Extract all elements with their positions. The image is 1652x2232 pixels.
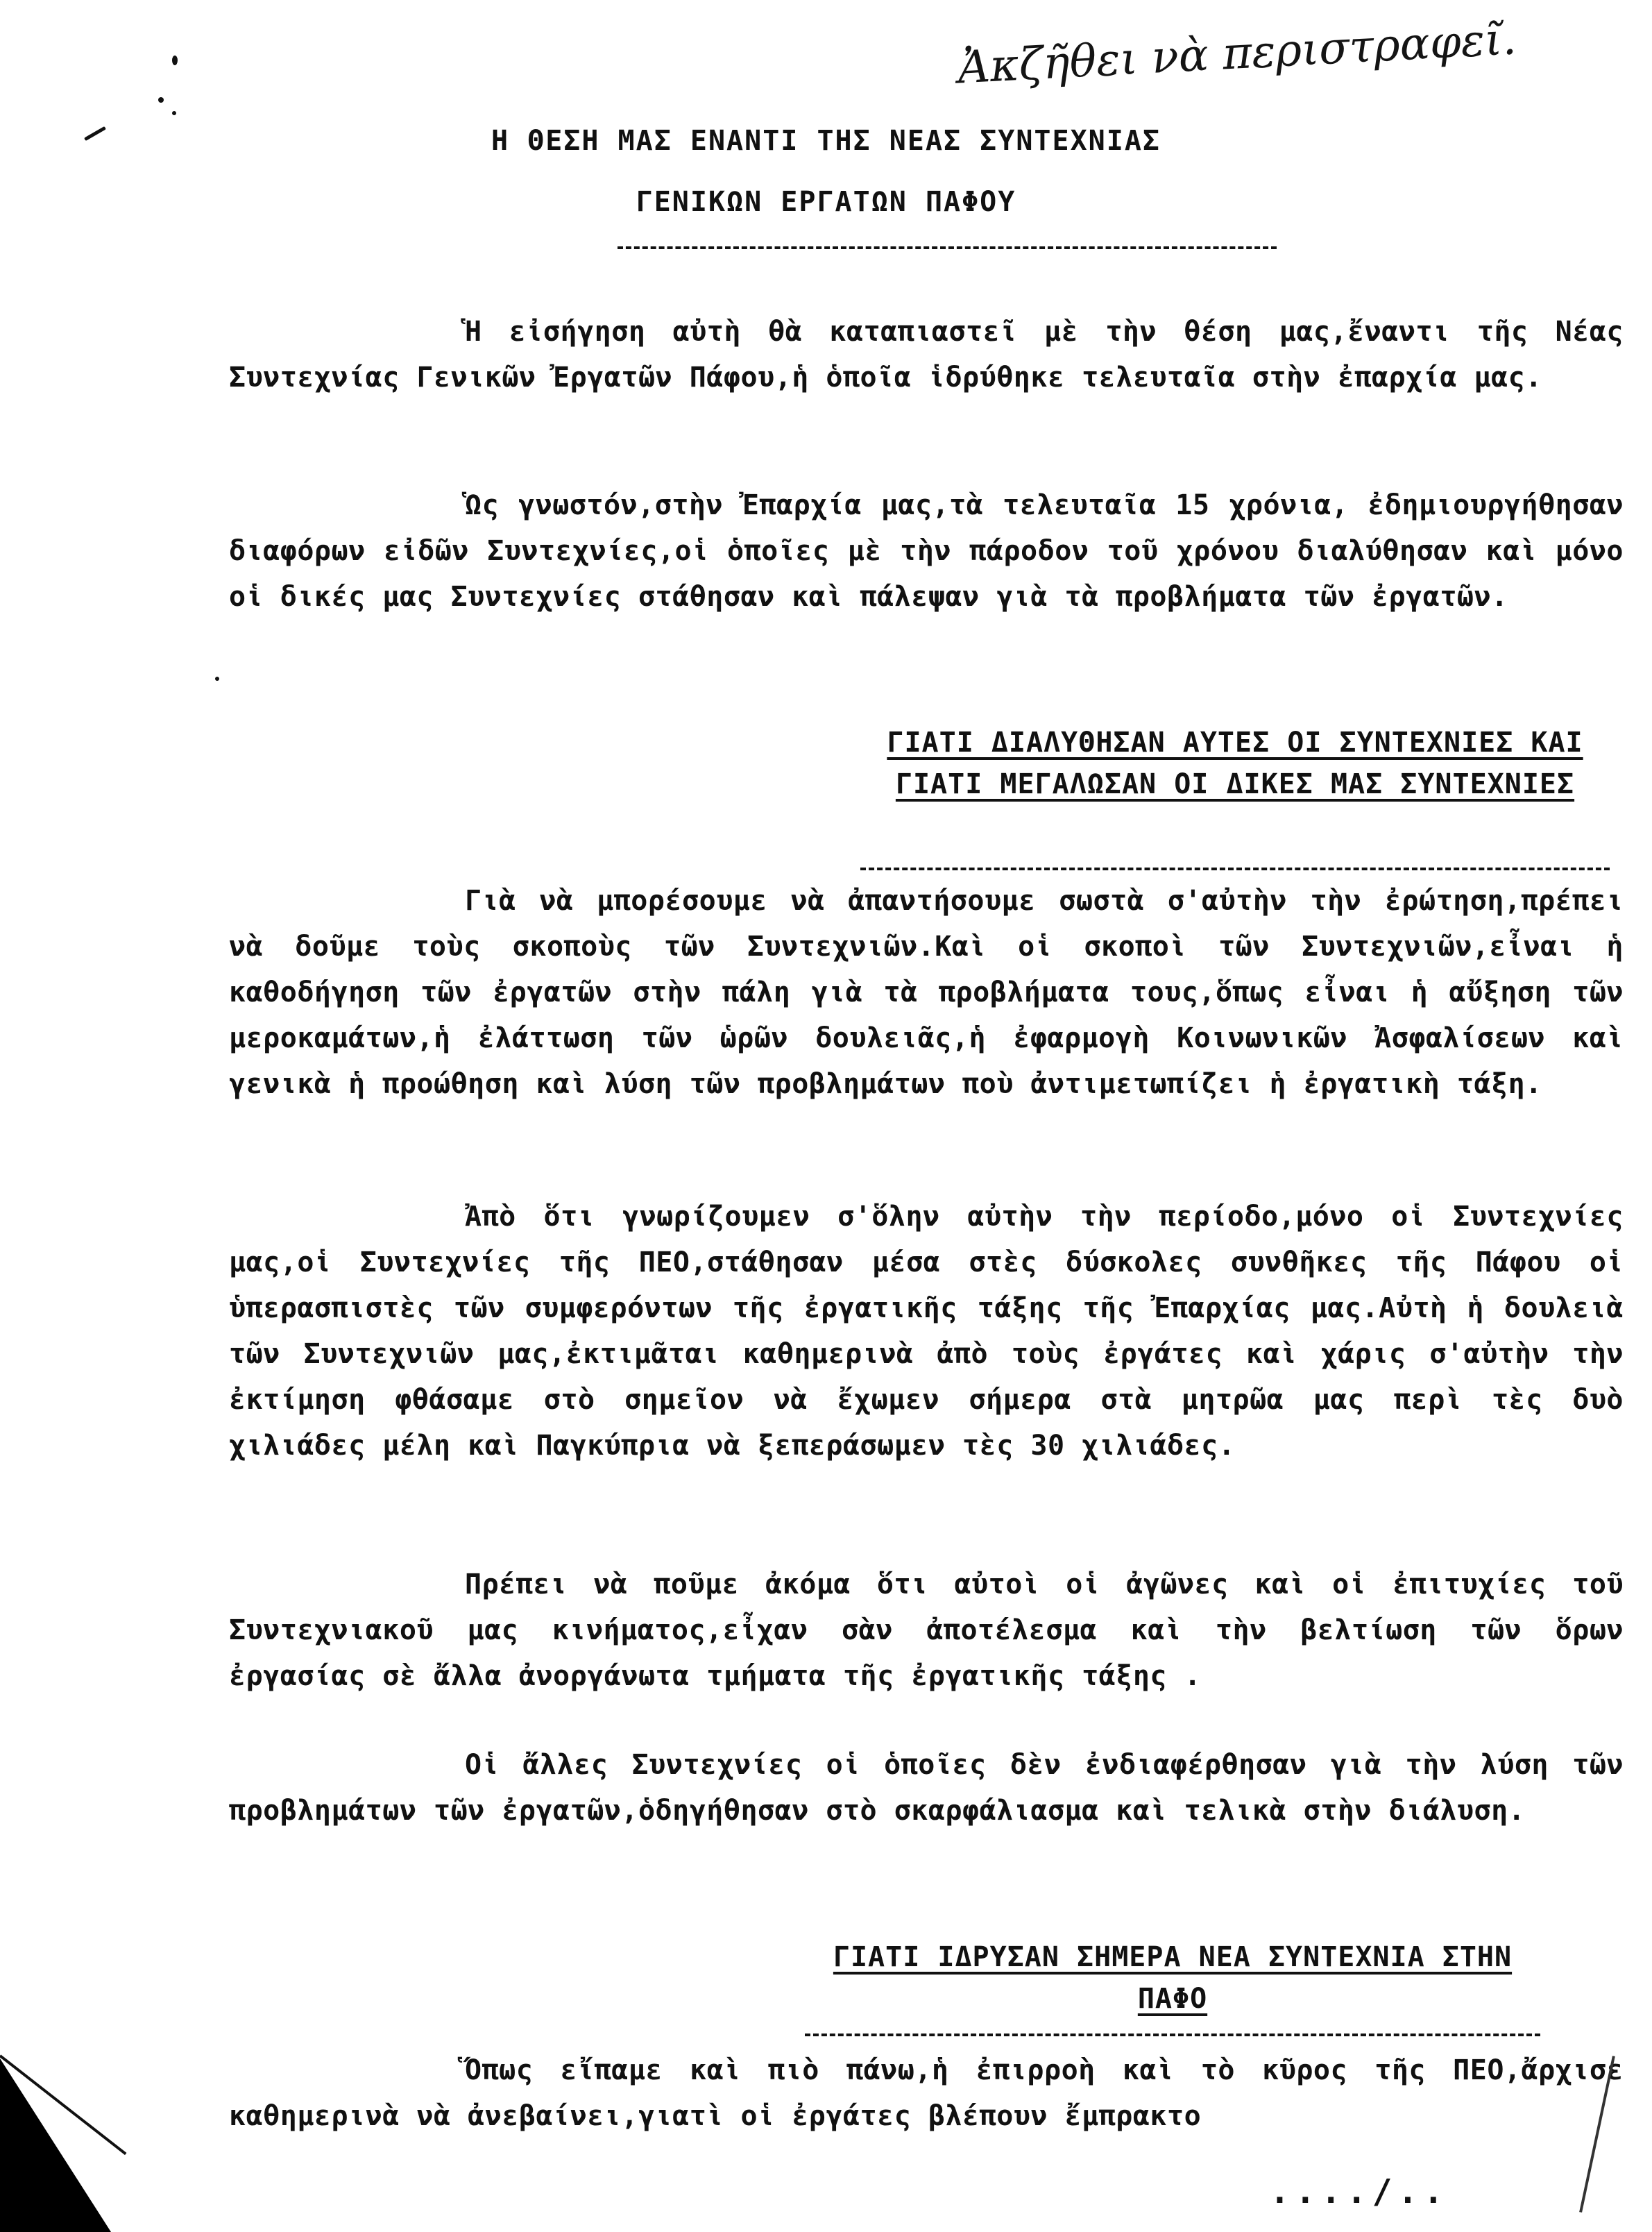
continuation-mark: ..../.. — [1270, 2172, 1449, 2211]
handwritten-note: Ἀκζῆθει νὰ περιστραφεῖ. — [956, 13, 1518, 94]
scan-speck — [158, 97, 164, 103]
title-divider — [618, 246, 1277, 249]
paragraph-union-aims: Γιὰ νὰ μπορέσουμε νὰ ἀπαντήσουμε σωστὰ σ'αὐτὴν τὴν ἐρώτηση,πρέπει νὰ δοῦμε τοὺς σκοποὺς τῶν Συντεχνιῶν.Καὶ οἱ σκοποὶ τῶν Συντεχνιῶν,εἶναι ἡ καθοδήγηση τῶν ἐργατῶν στὴν πάλη γιὰ τὰ προβλήματα τους,ὅπως εἶναι ἡ αὔξηση τῶν μεροκαμάτων,ἡ ἐλάττωση τῶν ὡρῶν δουλειᾶς,ἡ ἐφαρμογὴ Κοινωνικῶν Ἀσφαλίσεων καὶ γενικὰ ἡ προώθηση καὶ λύση τῶν προβλημάτων ποὺ ἀντιμετωπίζει ἡ ἐργατικὴ τάξη. — [229, 885, 1624, 1100]
document-title-line-2: ΓΕΝΙΚΩΝ ΕΡΓΑΤΩΝ ΠΑΦΟΥ — [636, 186, 1016, 218]
section-divider — [860, 868, 1610, 870]
paragraph-background: Ὡς γνωστόν,στὴν Ἐπαρχία μας,τὰ τελευταῖα 15 χρόνια, ἐδημιουργήθησαν διαφόρων εἰδῶν Συντεχνίες,οἱ ὁποῖες μὲ τὴν πάροδον τοῦ χρόνου διαλύθησαν καὶ μόνο οἱ δικές μας Συντεχνίες στάθησαν καὶ πάλεψαν γιὰ τὰ προβλήματα τῶν ἐργατῶν. — [229, 489, 1624, 613]
paragraph-other-unions: Οἱ ἄλλες Συντεχνίες οἱ ὁποῖες δὲν ἐνδιαφέρθησαν γιὰ τὴν λύση τῶν προβλημάτων τῶν ἐργατῶν,ὁδηγήθησαν στὸ σκαρφάλιασμα καὶ τελικὰ στὴν διάλυση. — [229, 1749, 1624, 1827]
paragraph-introduction: Ἡ εἰσήγηση αὐτὴ θὰ καταπιαστεῖ μὲ τὴν θέση μας,ἔναντι τῆς Νέας Συντεχνίας Γενικῶν Ἐργατῶν Πάφου,ἡ ὁποῖα ἱδρύθηκε τελευταῖα στὴν ἐπαρχία μας. — [229, 316, 1624, 394]
section-divider-2 — [805, 2034, 1540, 2036]
section-heading-new-union: ΓΙΑΤΙ ΙΔΡΥΣΑΝ ΣΗΜΕΡΑ ΝΕΑ ΣΥΝΤΕΧΝΙΑ ΣΤΗΝ ΠΑΦΟ — [833, 1941, 1513, 2015]
scan-speck — [172, 111, 176, 115]
section-heading-dissolution: ΓΙΑΤΙ ΔΙΑΛΥΘΗΣΑΝ ΑΥΤΕΣ ΟΙ ΣΥΝΤΕΧΝΙΕΣ ΚΑΙ ΓΙΑΤΙ ΜΕΓΑΛΩΣΑΝ ΟΙ ΔΙΚΕΣ ΜΑΣ ΣΥΝΤΕΧΝΙΕΣ — [887, 727, 1583, 800]
paragraph-struggle-results: Πρέπει νὰ ποῦμε ἀκόμα ὅτι αὐτοὶ οἱ ἀγῶνες καὶ οἱ ἐπιτυχίες τοῦ Συντεχνιακοῦ μας κινήματος,εἶχαν σὰν ἀποτέλεσμα καὶ τὴν βελτίωση τῶν ὅρων ἐργασίας σὲ ἄλλα ἀνοργάνωτα τμήματα τῆς ἐργατικῆς τάξης . — [229, 1569, 1624, 1692]
scan-speck — [215, 677, 219, 681]
scan-corner-shadow — [0, 2058, 111, 2232]
document-title-line-1: Η ΘΕΣΗ ΜΑΣ ΕΝΑΝΤΙ ΤΗΣ ΝΕΑΣ ΣΥΝΤΕΧΝΙΑΣ — [491, 125, 1161, 157]
paragraph-peo-record: Ἀπὸ ὅτι γνωρίζουμεν σ'ὅλην αὐτὴν τὴν περίοδο,μόνο οἱ Συντεχνίες μας,οἱ Συντεχνίες τῆς ΠΕΟ,στάθησαν μέσα στὲς δύσκολες συνθῆκες τῆς Πάφου οἱ ὑπερασπιστὲς τῶν συμφερόντων τῆς ἐργατικῆς τάξης τῆς Ἐπαρχίας μας.Αὐτὴ ἡ δουλειὰ τῶν Συντεχνιῶν μας,ἐκτιμᾶται καθημερινὰ ἀπὸ τοὺς ἐργάτες καὶ χάρις σ'αὐτὴν τὴν ἐκτίμηση φθάσαμε στὸ σημεῖον νὰ ἔχωμεν σήμερα στὰ μητρῶα μας περὶ τὲς δυὸ χιλιάδες μέλη καὶ Παγκύπρια νὰ ξεπεράσωμεν τὲς 30 χιλιάδες. — [229, 1201, 1624, 1462]
paragraph-peo-influence: Ὅπως εἴπαμε καὶ πιὸ πάνω,ἡ ἐπιρροὴ καὶ τὸ κῦρος τῆς ΠΕΟ,ἄρχισε καθημερινὰ νὰ ἀνεβαίνει,γιατὶ οἱ ἐργάτες βλέπουν ἔμπρακτο — [229, 2054, 1624, 2132]
scan-speck — [172, 56, 178, 65]
